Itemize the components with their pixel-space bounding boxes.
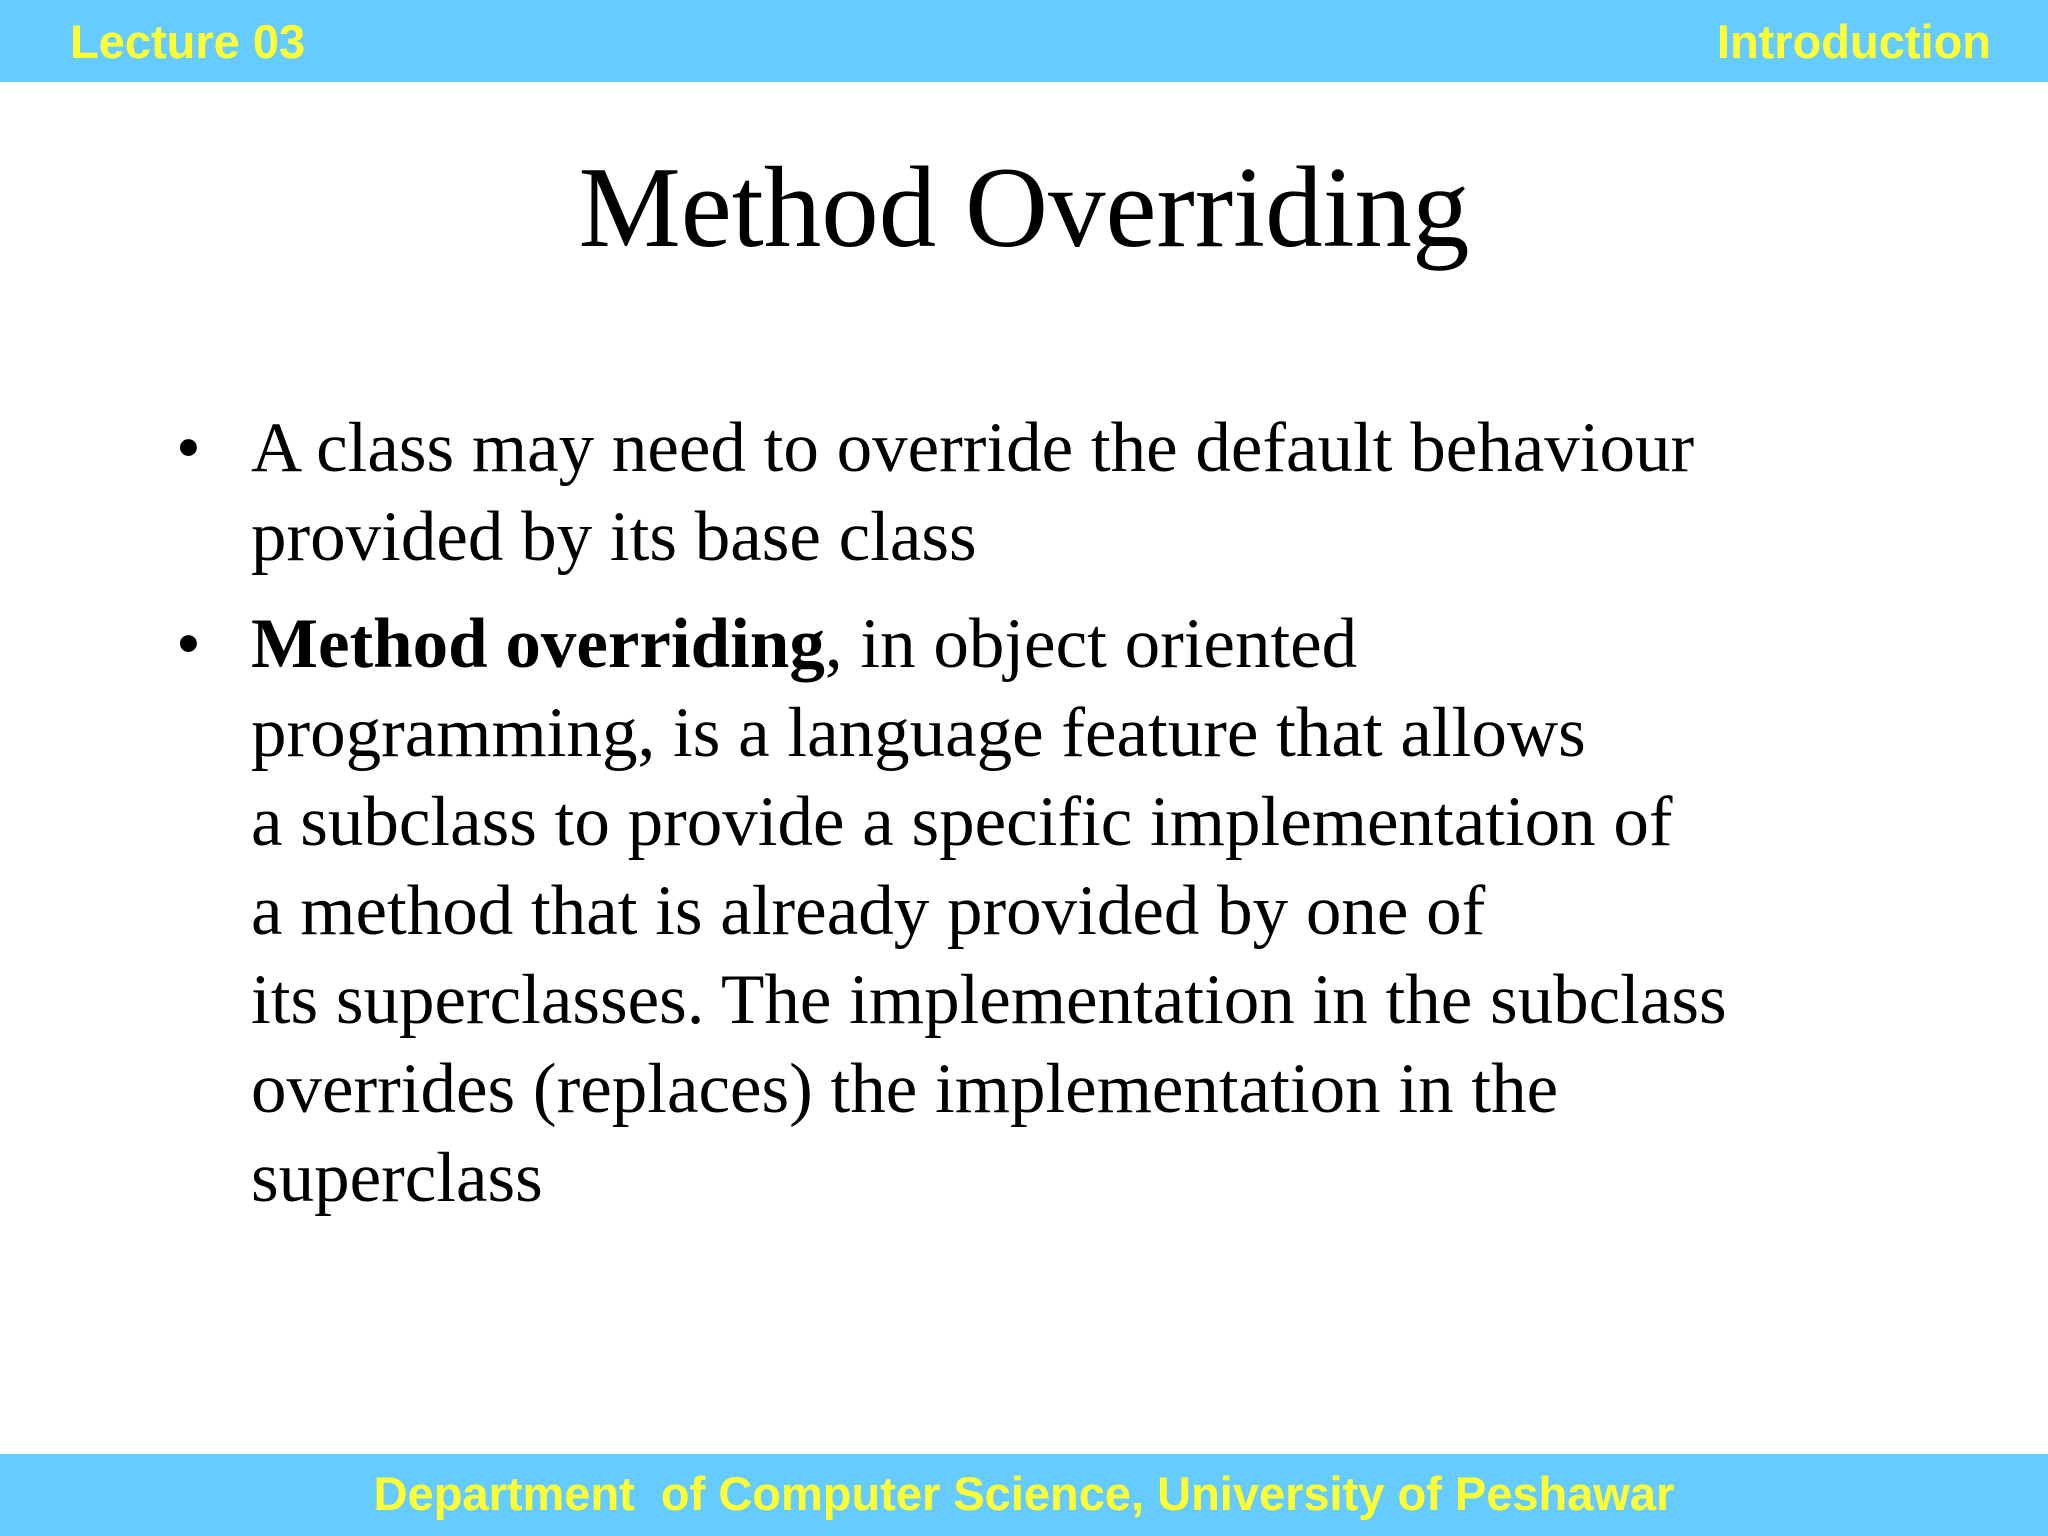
bullet-1-line-2: provided by its base class <box>251 498 977 576</box>
bold-term: Method overriding <box>251 605 825 683</box>
bullet-marker: • <box>176 409 201 487</box>
section-label: Introduction <box>1716 15 1991 68</box>
bullet-2-line-1-rest: , in object oriented <box>824 605 1358 683</box>
bullet-2-line-7: superclass <box>251 1139 543 1217</box>
bullet-2-line-3: a subclass to provide a specific implementation of <box>251 783 1673 861</box>
bullet-2-line-6: overrides (replaces) the implementation in the <box>251 1050 1559 1128</box>
bullet-2-line-2: programming, is a language feature that allows <box>251 694 1586 772</box>
lecture-label: Lecture 03 <box>70 15 306 68</box>
bullet-2-line-4: a method that is already provided by one of <box>251 872 1486 950</box>
bullet-2-line-5: its superclasses. The implementation in the subclass <box>251 961 1727 1039</box>
bullet-marker: • <box>176 605 201 683</box>
footer-text: Department of Computer Science, University of Peshawar <box>373 1467 1675 1520</box>
slide-title: Method Overriding <box>578 144 1470 271</box>
footer-bar <box>0 1454 2048 1536</box>
bullet-1-line-1: A class may need to override the default behaviour <box>251 409 1695 487</box>
bullet-2-line-1 <box>251 600 1357 689</box>
